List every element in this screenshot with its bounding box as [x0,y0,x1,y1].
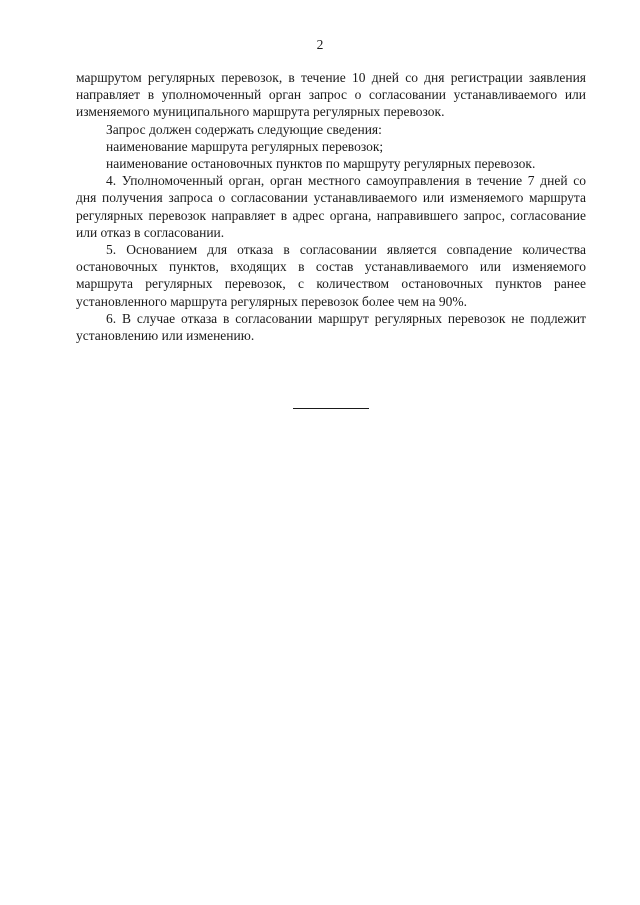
paragraph-item-5: 5. Основанием для отказа в согласовании является совпадение количества остановочных пунктов, входящих в состав устанавливаемого или изменяемого маршрута регулярных перевозок, с количеством остановочных пунктов ранее установленного маршрута регулярных перевозок более чем на 90%. [76,242,586,309]
paragraph-item-6: 6. В случае отказа в согласовании маршрут регулярных перевозок не подлежит установлению или изменению. [76,310,586,344]
page-number: 2 [316,37,324,52]
paragraph-continuation: маршрутом регулярных перевозок, в течение 10 дней со дня регистрации заявления направляет в уполномоченный орган запрос о согласовании устанавливаемого или изменяемого муниципального маршрута регулярных перевозок. [76,70,586,120]
paragraph-item-4: 4. Уполномоченный орган, орган местного самоуправления в течение 7 дней со дня получения запроса о согласовании устанавливаемого или изменяемого маршрута регулярных перевозок направляет в адрес органа, направившего запрос, согласование или отказ в согласовании. [76,173,586,240]
document-body [76,69,586,344]
paragraph-route-name: наименование маршрута регулярных перевозок; [106,138,384,154]
end-divider-line [293,408,369,409]
paragraph-stop-names: наименование остановочных пунктов по маршруту регулярных перевозок. [106,156,536,172]
paragraph-request-contents: Запрос должен содержать следующие сведения: [106,121,382,137]
